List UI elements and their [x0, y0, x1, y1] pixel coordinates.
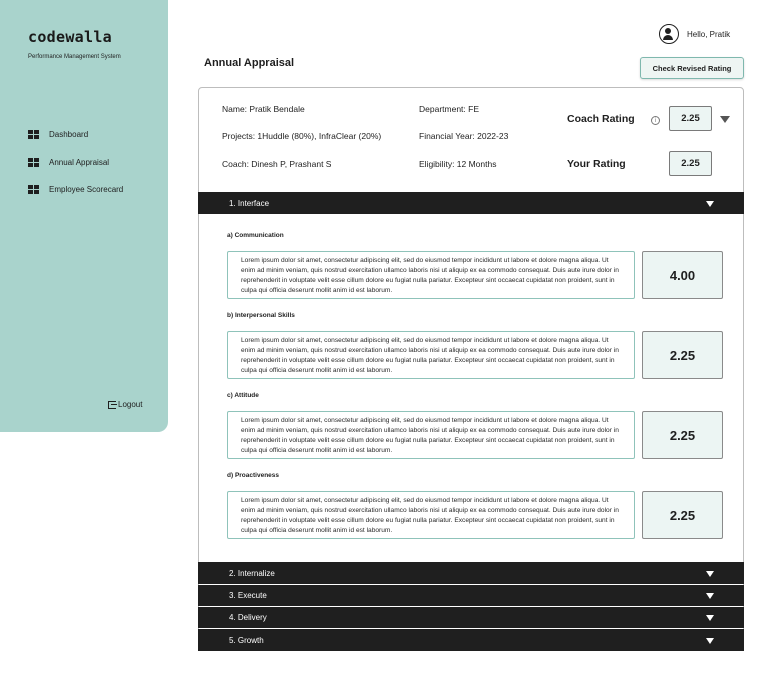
chevron-down-icon: [706, 201, 714, 207]
section-header-growth[interactable]: [198, 629, 744, 651]
financial-year: Financial Year: 2022-23: [419, 131, 509, 141]
employee-department: Department: FE: [419, 104, 479, 114]
score-box[interactable]: 2.25: [642, 331, 723, 379]
logout-button[interactable]: [108, 400, 142, 409]
subsection-label: d) Proactiveness: [227, 472, 280, 479]
sidebar-item-annual-appraisal[interactable]: [28, 158, 109, 167]
section-header-execute[interactable]: [198, 585, 744, 606]
score-box[interactable]: 2.25: [642, 411, 723, 459]
dashboard-icon: [28, 158, 39, 167]
employee-projects: Projects: 1Huddle (80%), InfraClear (20%): [222, 131, 382, 141]
comment-textarea[interactable]: Lorem ipsum dolor sit amet, consectetur adipiscing elit, sed do eiusmod tempor incididunt ut labore et dolore magna aliqua. Ut enim ad minim veniam, quis nostrud exercitation ullamco laboris nisi ut aliquip ex ea commodo consequat. Duis aute irure dolor in reprehenderit in voluptate velit esse cillum dolore eu fugiat nulla pariatur. Excepteur sint occaecat cupidatat non proident, sunt in culpa qui officia deserunt mollit anim id est laborum.: [227, 331, 635, 379]
subsection-label: a) Communication: [227, 232, 284, 239]
your-rating-value: 2.25: [669, 151, 712, 176]
comment-textarea[interactable]: Lorem ipsum dolor sit amet, consectetur adipiscing elit, sed do eiusmod tempor incididunt ut labore et dolore magna aliqua. Ut enim ad minim veniam, quis nostrud exercitation ullamco laboris nisi ut aliquip ex ea commodo consequat. Duis aute irure dolor in reprehenderit in voluptate velit esse cillum dolore eu fugiat nulla pariatur. Excepteur sint occaecat cupidatat non proident, sunt in culpa qui officia deserunt mollit anim id est laborum.: [227, 251, 635, 299]
section-header-internalize[interactable]: [198, 562, 744, 584]
section-header-interface[interactable]: [198, 192, 744, 214]
user-greeting: Hello, Pratik: [687, 29, 731, 39]
sidebar: [0, 0, 168, 432]
page-title: Annual Appraisal: [204, 57, 295, 69]
dashboard-icon: [28, 185, 39, 194]
comment-textarea[interactable]: Lorem ipsum dolor sit amet, consectetur adipiscing elit, sed do eiusmod tempor incididunt ut labore et dolore magna aliqua. Ut enim ad minim veniam, quis nostrud exercitation ullamco laboris nisi ut aliquip ex ea commodo consequat. Duis aute irure dolor in reprehenderit in voluptate velit esse cillum dolore eu fugiat nulla pariatur. Excepteur sint occaecat cupidatat non proident, sunt in culpa qui officia deserunt mollit anim id est laborum.: [227, 491, 635, 539]
avatar-icon: [659, 24, 679, 44]
chevron-down-icon: [706, 571, 714, 577]
sidebar-item-label: Dashboard: [49, 130, 89, 139]
eligibility: Eligibility: 12 Months: [419, 159, 497, 169]
chevron-down-icon[interactable]: [720, 116, 730, 123]
info-icon[interactable]: i: [651, 116, 660, 125]
sidebar-item-label: Annual Appraisal: [49, 158, 110, 167]
sidebar-item-dashboard[interactable]: [28, 130, 88, 139]
user-menu[interactable]: [659, 24, 730, 44]
comment-textarea[interactable]: Lorem ipsum dolor sit amet, consectetur adipiscing elit, sed do eiusmod tempor incididunt ut labore et dolore magna aliqua. Ut enim ad minim veniam, quis nostrud exercitation ullamco laboris nisi ut aliquip ex ea commodo consequat. Duis aute irure dolor in reprehenderit in voluptate velit esse cillum dolore eu fugiat nulla pariatur. Excepteur sint occaecat cupidatat non proident, sunt in culpa qui officia deserunt mollit anim id est laborum.: [227, 411, 635, 459]
dashboard-icon: [28, 130, 39, 139]
score-box[interactable]: 4.00: [642, 251, 723, 299]
your-rating-label: Your Rating: [567, 158, 626, 170]
logout-label: Logout: [118, 400, 143, 409]
employee-coach: Coach: Dinesh P, Prashant S: [222, 159, 332, 169]
chevron-down-icon: [706, 638, 714, 644]
sidebar-item-employee-scorecard[interactable]: [28, 185, 123, 194]
section-label: 2. Internalize: [229, 568, 275, 578]
coach-rating-label: Coach Rating: [567, 113, 635, 125]
chevron-down-icon: [706, 615, 714, 621]
check-revised-rating-button[interactable]: Check Revised Rating: [640, 57, 744, 79]
chevron-down-icon: [706, 593, 714, 599]
subsection-label: b) Interpersonal Skills: [227, 312, 295, 319]
coach-rating-value: 2.25: [669, 106, 712, 131]
section-label: 3. Execute: [229, 591, 267, 600]
section-label: 4. Delivery: [229, 613, 267, 622]
employee-name: Name: Pratik Bendale: [222, 104, 305, 114]
section-label: 1. Interface: [229, 198, 270, 208]
subsection-label: c) Attitude: [227, 392, 259, 399]
score-box[interactable]: 2.25: [642, 491, 723, 539]
logout-icon: [108, 401, 116, 409]
brand-subtitle: Performance Management System: [28, 54, 121, 60]
brand-logo[interactable]: codewalla: [28, 28, 112, 46]
section-label: 5. Growth: [229, 635, 264, 645]
sidebar-item-label: Employee Scorecard: [49, 185, 124, 194]
section-header-delivery[interactable]: [198, 607, 744, 628]
